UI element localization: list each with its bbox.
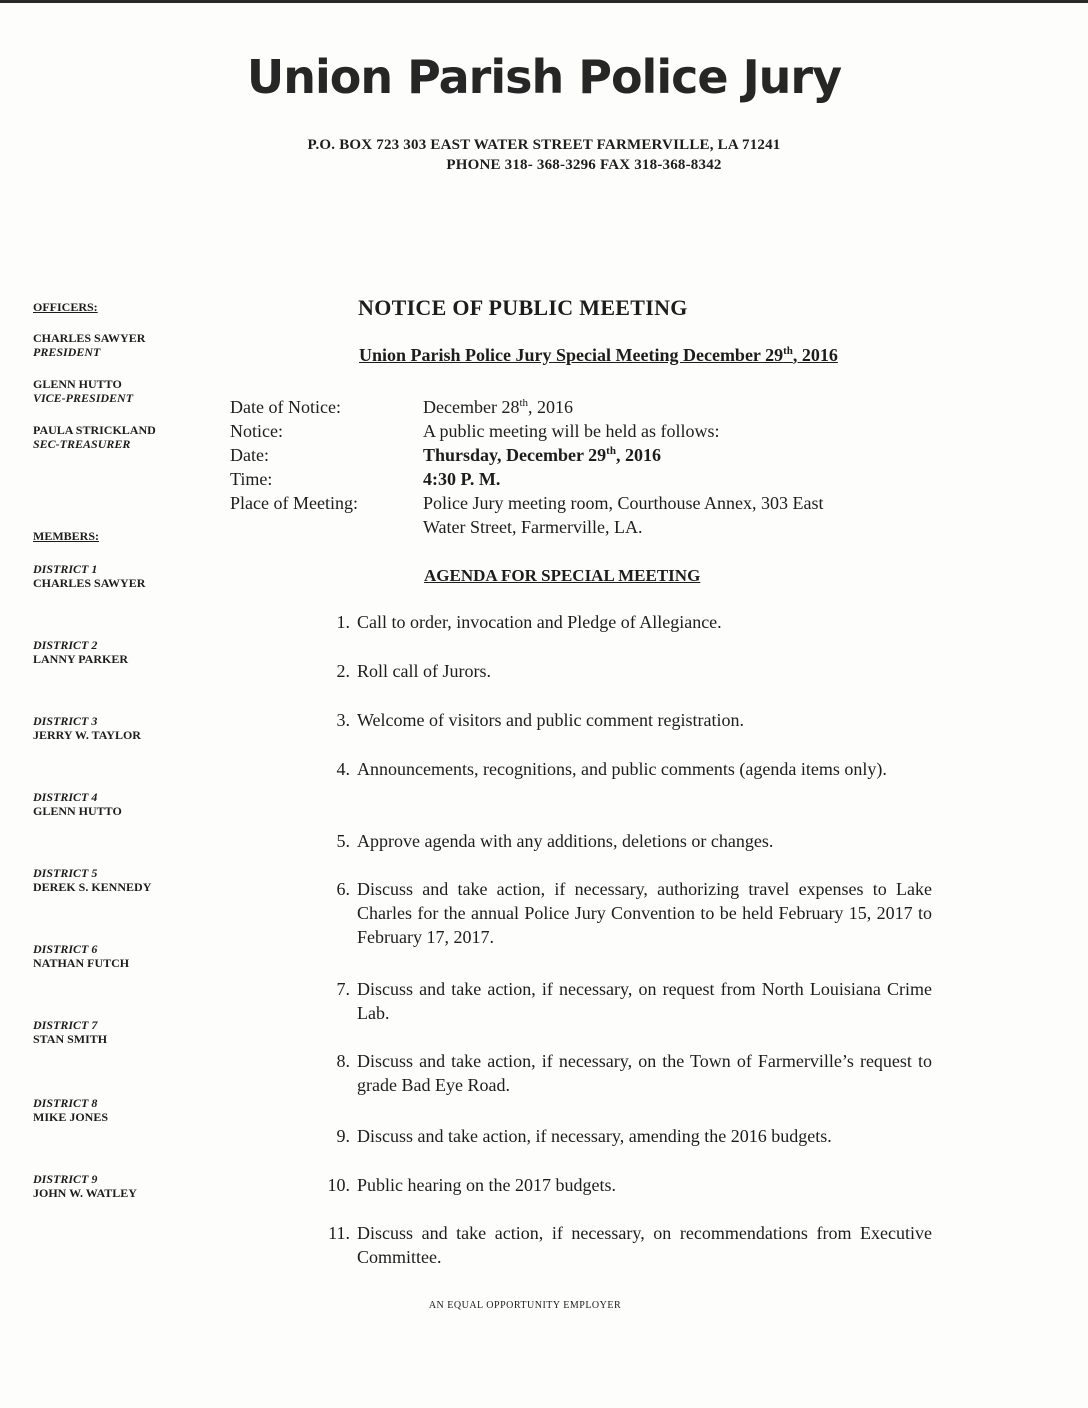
member-district: DISTRICT 9 [33,1172,98,1186]
info-label: Date of Notice: [230,397,341,417]
member-name: MIKE JONES [33,1110,109,1124]
subtitle-main: Union Parish Police Jury Special Meeting December 29 [359,345,784,365]
agenda-text: Public hearing on the 2017 budgets. [357,1175,616,1195]
member-name: STAN SMITH [33,1032,108,1046]
member-name: CHARLES SAWYER [33,576,146,590]
members-heading: MEMBERS: [33,529,99,543]
member-entry [33,790,122,818]
agenda-number: 11. [328,1223,350,1243]
member-district: DISTRICT 5 [33,866,98,880]
info-value: December 28th, 2016 [423,397,574,417]
officer-entry [33,423,156,451]
agenda-text: Approve agenda with any additions, deletions or changes. [357,831,774,851]
member-entry [33,866,151,894]
info-value: A public meeting will be held as follows: [423,421,720,441]
officer-name: GLENN HUTTO [33,377,122,391]
info-value: Water Street, Farmerville, LA. [423,517,643,537]
officer-entry [33,331,145,359]
agenda-number: 8. [336,1051,350,1071]
agenda-number: 10. [327,1175,350,1195]
meeting-subtitle [359,345,838,366]
info-label: Place of Meeting: [230,493,358,513]
agenda-text: Discuss and take action, if necessary, on request from North Louisiana Crime Lab. [357,979,932,1023]
notice-title: NOTICE OF PUBLIC MEETING [358,295,688,320]
member-entry [33,1096,108,1124]
member-entry [33,638,128,666]
agenda-text: Call to order, invocation and Pledge of Allegiance. [357,612,722,632]
agenda-number: 2. [336,661,350,681]
member-district: DISTRICT 1 [33,562,98,576]
officer-name: CHARLES SAWYER [33,331,146,345]
officer-role: SEC-TREASURER [33,437,131,451]
info-value: Police Jury meeting room, Courthouse Annex, 303 East [423,493,824,513]
document-title: Union Parish Police Jury [246,50,842,104]
info-label: Date: [230,445,269,465]
member-name: GLENN HUTTO [33,804,122,818]
member-name: NATHAN FUTCH [33,956,130,970]
member-entry [33,1018,107,1046]
address-line: P.O. BOX 723 303 EAST WATER STREET FARMERVILLE, LA 71241 [307,137,781,153]
info-value: Thursday, December 29th, 2016 [423,445,661,465]
officer-role: VICE-PRESIDENT [33,391,134,405]
member-entry [33,714,141,742]
agenda-heading: AGENDA FOR SPECIAL MEETING [424,566,701,585]
officer-entry [33,377,133,405]
footer-text: AN EQUAL OPPORTUNITY EMPLOYER [428,1300,622,1311]
agenda-number: 4. [336,759,350,779]
agenda-number: 9. [336,1126,350,1146]
member-district: DISTRICT 8 [33,1096,98,1110]
member-entry [33,942,129,970]
subtitle-year: , 2016 [792,345,838,365]
top-border-line [0,0,1088,3]
member-district: DISTRICT 7 [33,1018,98,1032]
member-entry [33,562,145,590]
agenda-text: Welcome of visitors and public comment registration. [357,710,744,730]
agenda-number: 1. [336,612,350,632]
officer-role: PRESIDENT [33,345,101,359]
member-district: DISTRICT 6 [33,942,98,956]
info-label: Time: [230,469,273,489]
agenda-number: 6. [336,879,350,899]
agenda-number: 3. [336,710,350,730]
agenda-text: Discuss and take action, if necessary, amending the 2016 budgets. [357,1126,832,1146]
agenda-text: Roll call of Jurors. [357,661,491,681]
info-value: 4:30 P. M. [423,469,501,489]
info-label: Notice: [230,421,283,441]
member-entry [33,1172,137,1200]
officers-heading: OFFICERS: [33,300,98,314]
member-name: DEREK S. KENNEDY [33,880,152,894]
agenda-number: 5. [336,831,350,851]
agenda-text: Discuss and take action, if necessary, on the Town of Farmerville’s request to grade Bad Eye Road. [357,1051,932,1095]
member-name: LANNY PARKER [33,652,128,666]
agenda-number: 7. [336,979,350,999]
subtitle-suffix: th [783,345,793,357]
member-name: JOHN W. WATLEY [33,1186,137,1200]
member-district: DISTRICT 4 [33,790,98,804]
member-district: DISTRICT 3 [33,714,98,728]
member-name: JERRY W. TAYLOR [33,728,141,742]
agenda-text: Discuss and take action, if necessary, on recommendations from Executive Committee. [357,1223,932,1267]
member-district: DISTRICT 2 [33,638,98,652]
phone-fax-line: PHONE 318- 368-3296 FAX 318-368-8342 [446,157,722,173]
officer-name: PAULA STRICKLAND [33,423,156,437]
agenda-text: Discuss and take action, if necessary, authorizing travel expenses to Lake Charles for the annual Police Jury Convention to be held February 15, 2017 to February 17, 2017. [357,879,932,947]
agenda-text: Announcements, recognitions, and public comments (agenda items only). [357,759,887,779]
